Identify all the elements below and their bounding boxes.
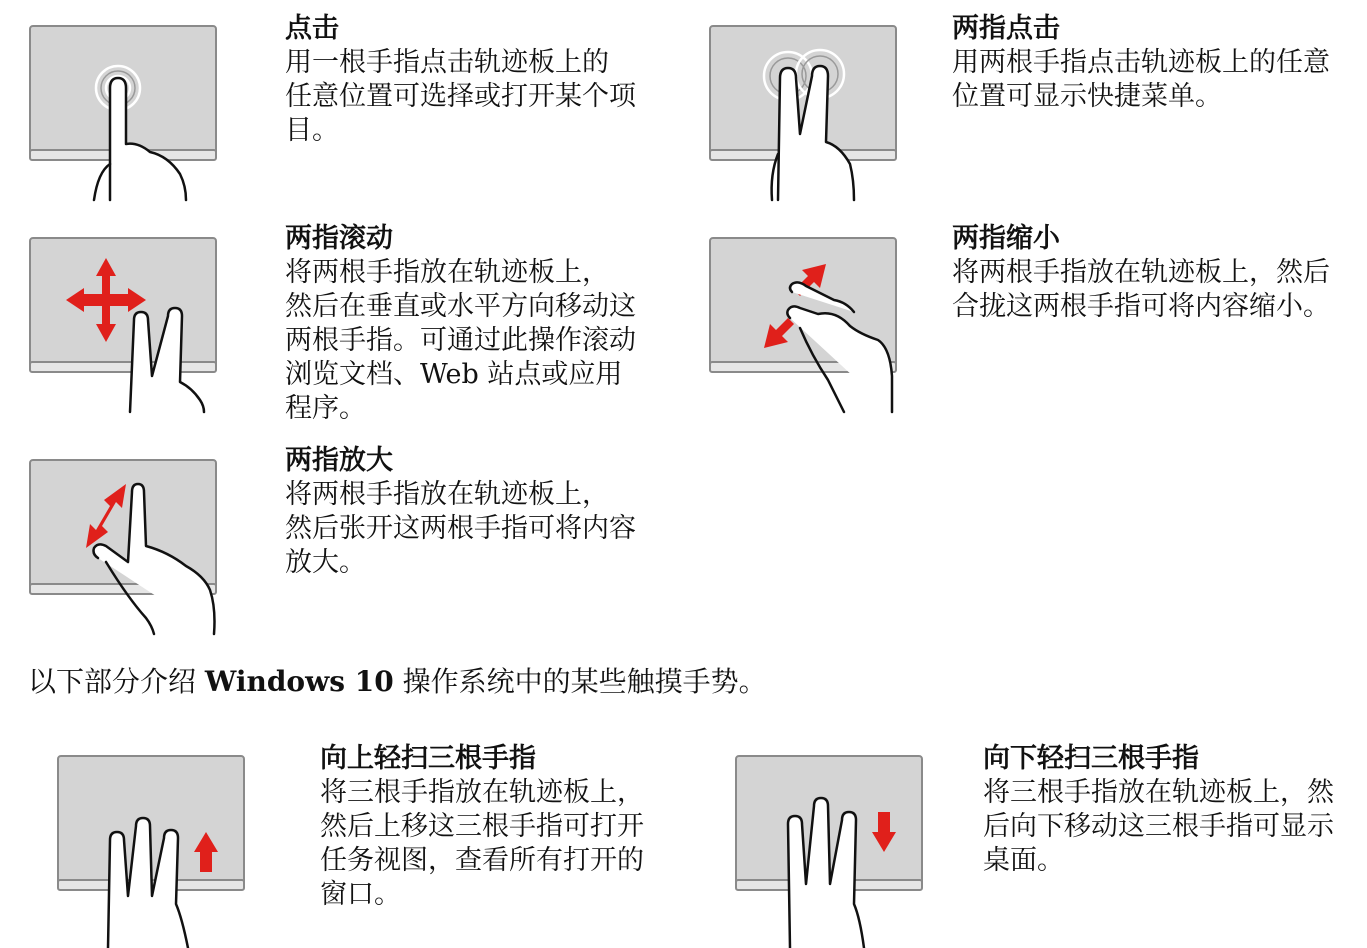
gesture-description: 将两根手指放在轨迹板上， 然后张开这两根手指可将内容 放大。 xyxy=(285,479,636,578)
gesture-two-finger-tap xyxy=(680,0,1367,210)
gesture-title: 向上轻扫三根手指 xyxy=(320,743,536,774)
two-finger-scroll-gesture-icon xyxy=(28,236,228,412)
gesture-three-finger-swipe-up xyxy=(0,736,700,948)
intro-brand: Windows 10 xyxy=(204,665,394,698)
intro-sentence xyxy=(28,663,1348,701)
three-finger-swipe-up-gesture-icon xyxy=(56,754,256,948)
gesture-description: 将三根手指放在轨迹板上， 然后上移这三根手指可打开 任务视图，查看所有打开的 窗口。 xyxy=(320,777,644,910)
two-finger-tap-gesture-icon xyxy=(708,24,908,200)
intro-text-before: 以下部分介绍 xyxy=(28,665,205,698)
intro-text-after: 操作系统中的某些触摸手势。 xyxy=(393,665,767,698)
gesture-title: 两指点击 xyxy=(952,13,1060,44)
gesture-title: 向下轻扫三根手指 xyxy=(983,743,1199,774)
pinch-zoom-out-gesture-icon xyxy=(708,236,918,412)
gesture-tap xyxy=(0,0,680,210)
three-finger-swipe-down-gesture-icon xyxy=(734,754,934,948)
gesture-description: 用一根手指点击轨迹板上的 任意位置可选择或打开某个项 目。 xyxy=(285,47,636,146)
gesture-title: 两指缩小 xyxy=(952,223,1060,254)
gesture-title: 点击 xyxy=(285,13,339,44)
stretch-zoom-in-gesture-icon xyxy=(28,458,228,634)
gesture-title: 两指滚动 xyxy=(285,223,393,254)
gesture-description: 将两根手指放在轨迹板上，然后 合拢这两根手指可将内容缩小。 xyxy=(952,257,1330,322)
gesture-description: 将两根手指放在轨迹板上， 然后在垂直或水平方向移动这 两根手指。可通过此操作滚动 浏览文档、Web 站点或应用 程序。 xyxy=(285,257,636,424)
gesture-description: 将三根手指放在轨迹板上，然 后向下移动这三根手指可显示 桌面。 xyxy=(983,777,1334,876)
gesture-description: 用两根手指点击轨迹板上的任意 位置可显示快捷菜单。 xyxy=(952,47,1330,112)
gesture-title: 两指放大 xyxy=(285,445,393,476)
gesture-stretch-zoom-in xyxy=(0,440,680,640)
gesture-two-finger-scroll xyxy=(0,220,680,435)
gesture-three-finger-swipe-down xyxy=(700,736,1367,948)
gesture-pinch-zoom-out xyxy=(680,220,1367,420)
tap-gesture-icon xyxy=(28,24,228,200)
